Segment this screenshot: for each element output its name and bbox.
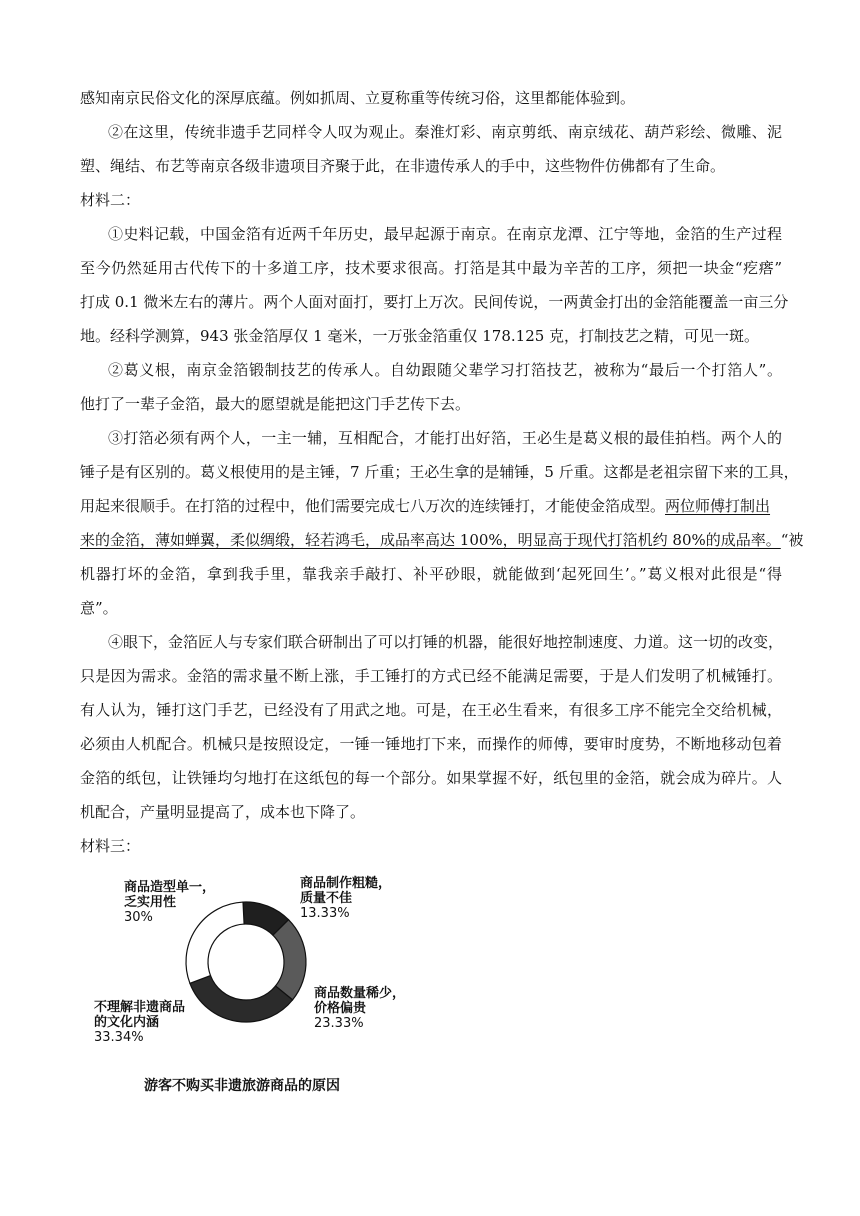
section-label: 材料二：: [80, 191, 141, 209]
text-line: ②葛义根，南京金箔锻制技艺的传承人。自幼跟随父辈学习打箔技艺，被称为“最后一个打箔人”。: [108, 361, 782, 379]
slice-label-style: [124, 880, 215, 925]
slice-label-price: [314, 986, 405, 1031]
text-line: 至今仍然延用古代传下的十多道工序，技术要求很高。打箔是其中最为辛苦的工序，须把一块金“疙瘩”: [80, 259, 782, 277]
text-line: 打成 0.1 微米左右的薄片。两个人面对面打，要打上万次。民间传说，一两黄金打出的金箔能覆盖一亩三分: [80, 293, 789, 311]
text-line: 有人认为，锤打这门手艺，已经没有了用武之地。可是，在王必生看来，有很多工序不能完全交给机械，: [80, 701, 782, 719]
slice-label-line: 商品制作粗糙，: [300, 876, 392, 891]
text-line: ①史料记载，中国金箔有近两千年历史，最早起源于南京。在南京龙潭、江宁等地，金箔的生产过程: [108, 225, 782, 243]
underlined-segment: 来的金箔，薄如蝉翼，柔似绸缎，轻若鸿毛，成品率高达 100%，明显高于现代打箔机约 80%的成品率。: [80, 531, 781, 549]
slice-label-line: 商品数量稀少，: [314, 986, 406, 1001]
text-line: [80, 496, 782, 516]
slice-label-quality: [300, 876, 391, 921]
text-line: 只是因为需求。金箔的需求量不断上涨，手工锤打的方式已经不能满足需要，于是人们发明了机械锤打。: [80, 667, 782, 685]
text-segment: “被: [780, 531, 804, 549]
text-line: 塑、绳结、布艺等南京各级非遗项目齐聚于此，在非遗传承人的手中，这些物件仿佛都有了生命。: [80, 157, 726, 175]
text-line: 必须由人机配合。机械只是按照设定，一锤一锤地打下来，而操作的师傅，要审时度势，不断地移动包着: [80, 735, 782, 753]
text-line: 机配合，产量明显提高了，成本也下降了。: [80, 803, 366, 821]
slice-label-line: 价格偏贵: [314, 1001, 367, 1016]
text-line: 他打了一辈子金箔，最大的愿望就是能把这门手艺传下去。: [80, 395, 471, 413]
text-line: 意”。: [80, 599, 118, 617]
chart-title: 游客不购买非遗旅游商品的原因: [144, 1078, 340, 1094]
slice-value-label: 23.33%: [314, 1016, 364, 1031]
text-line: 感知南京民俗文化的深厚底蕴。例如抓周、立夏称重等传统习俗，这里都能体验到。: [80, 89, 636, 107]
text-line: 机器打坏的金箔，拿到我手里，靠我亲手敲打、补平砂眼，就能做到‘起死回生’。”葛义根对此很是“得: [80, 565, 782, 583]
slice-label-line: 质量不佳: [300, 891, 353, 906]
underlined-segment: 两位师傅打制出: [665, 497, 771, 515]
slice-culture: [190, 976, 293, 1022]
donut-chart: [88, 860, 428, 1100]
slice-label-culture: [94, 1000, 185, 1045]
slice-label-line: 商品造型单一，: [124, 880, 216, 895]
text-line: 地。经科学测算，943 张金箔厚仅 1 毫米，一万张金箔重仅 178.125 克，打制技艺之精，可见一斑。: [80, 327, 760, 345]
text-segment: 用起来很顺手。在打箔的过程中，他们需要完成七八万次的连续锤打，才能使金箔成型。: [80, 497, 666, 515]
text-line: ②在这里，传统非遗手艺同样令人叹为观止。秦淮灯彩、南京剪纸、南京绒花、葫芦彩绘、微雕、泥: [108, 123, 782, 141]
slice-label-line: 不理解非遗商品: [94, 1000, 186, 1015]
slice-label-line: 的文化内涵: [94, 1015, 160, 1030]
slice-value-label: 33.34%: [94, 1030, 144, 1045]
slice-value-label: 30%: [124, 910, 153, 925]
text-line: [80, 530, 804, 550]
text-line: ④眼下，金箔匠人与专家们联合研制出了可以打锤的机器，能很好地控制速度、力道。这一切的改变，: [108, 633, 784, 651]
text-line: 金箔的纸包，让铁锤均匀地打在这纸包的每一个部分。如果掌握不好，纸包里的金箔，就会成为碎片。人: [80, 769, 782, 787]
text-line: 锤子是有区别的。葛义根使用的是主锤，7 斤重；王必生拿的是辅锤，5 斤重。这都是老祖宗留下来的工具，: [80, 463, 799, 481]
section-label: 材料三：: [80, 837, 141, 855]
slice-label-line: 乏实用性: [124, 895, 177, 910]
text-line: ③打箔必须有两个人，一主一辅，互相配合，才能打出好箔，王必生是葛义根的最佳拍档。两个人的: [108, 429, 782, 447]
slice-value-label: 13.33%: [300, 906, 350, 921]
